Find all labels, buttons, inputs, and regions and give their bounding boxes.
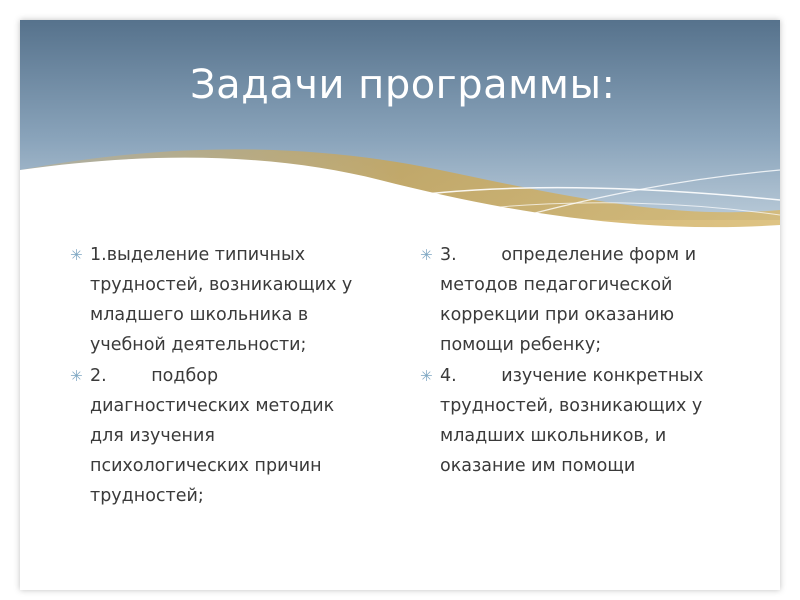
- list-item-text: 4. изучение конкретных трудностей, возникающих у младших школьников, и оказание им помощи: [440, 366, 710, 476]
- list-item: [70, 240, 370, 360]
- list-item: [420, 240, 720, 360]
- list-item-text: 1.выделение типичных трудностей, возникающих у младшего школьника в учебной деятельности;: [90, 245, 358, 355]
- left-column: [70, 240, 370, 512]
- header-banner: [20, 20, 780, 260]
- wave-background: [20, 20, 780, 260]
- bullet-icon: ✳: [70, 246, 83, 264]
- list-item: [420, 361, 720, 481]
- list-item-text: 3. определение форм и методов педагогической коррекции при оказанию помощи ребенку;: [440, 245, 702, 355]
- slide-title: Задачи программы:: [190, 62, 616, 108]
- right-column: [420, 240, 720, 482]
- list-item: [70, 361, 370, 511]
- slide: [20, 20, 780, 590]
- bullet-icon: ✳: [420, 246, 433, 264]
- list-item-text: 2. подбор диагностических методик для изучения психологических причин трудностей;: [90, 366, 340, 506]
- bullet-icon: ✳: [420, 367, 433, 385]
- bullet-icon: ✳: [70, 367, 83, 385]
